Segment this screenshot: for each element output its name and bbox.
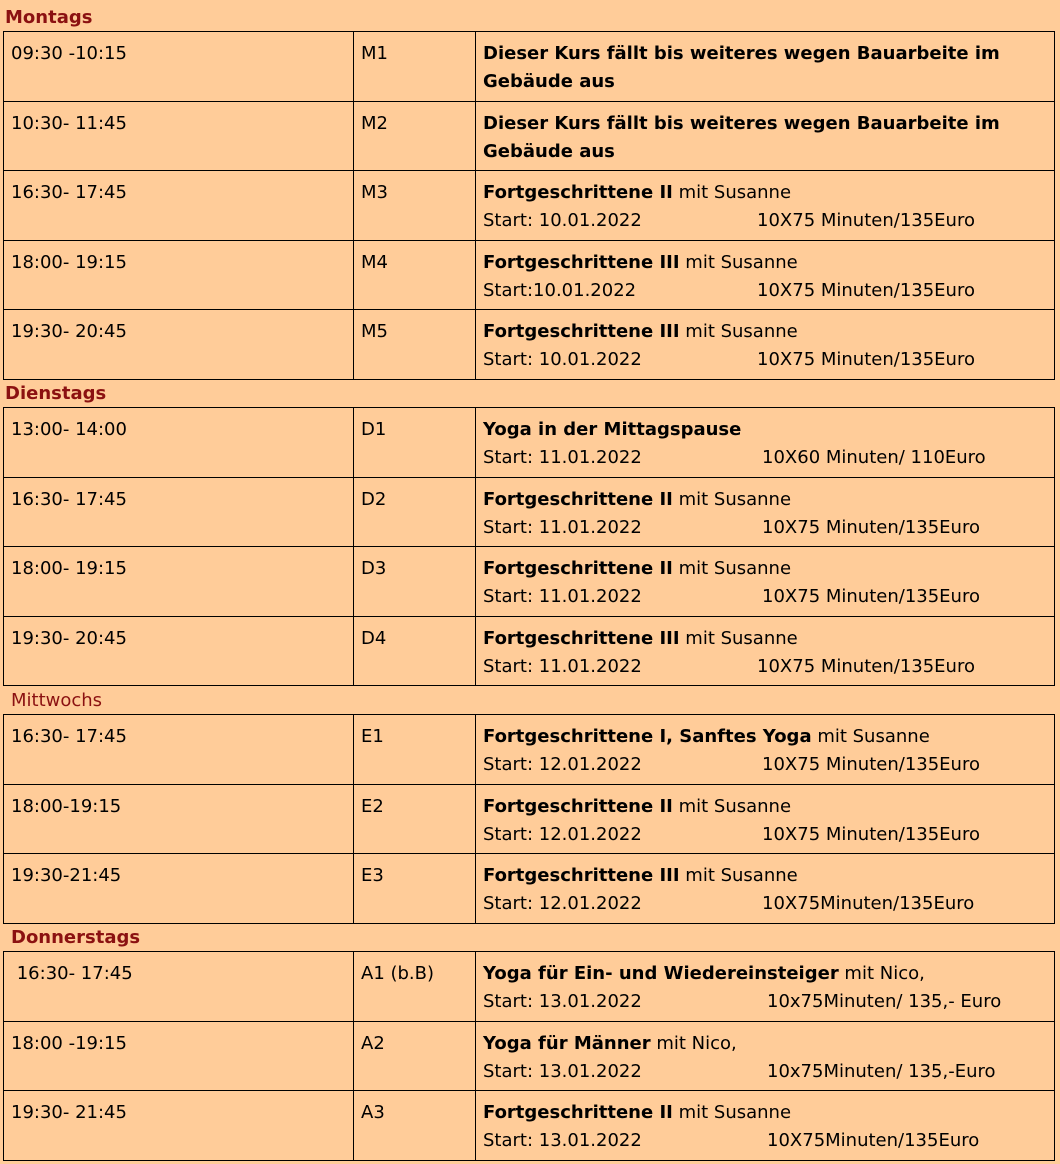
course-duration-price: 10X75 Minuten/135Euro: [757, 279, 975, 301]
course-description-cell: [476, 101, 1055, 171]
table-row: [4, 616, 1055, 686]
table-row: [4, 477, 1055, 547]
table-row: [4, 1091, 1055, 1161]
course-title: Fortgeschrittene III: [483, 251, 680, 273]
course-code-cell: A3: [354, 1091, 476, 1161]
course-duration-price: 10X75 Minuten/135Euro: [757, 349, 975, 370]
course-title: Fortgeschrittene II: [483, 488, 673, 510]
time-cell: 10:30- 11:45: [4, 101, 354, 171]
schedule-table-montags: [3, 31, 1055, 380]
course-duration-price: 10X75 Minuten/135Euro: [757, 655, 975, 677]
course-title: Yoga für Männer: [483, 1032, 651, 1054]
course-start-date: Start:10.01.2022: [483, 279, 637, 301]
course-duration-price: 10X75 Minuten/135Euro: [762, 516, 980, 538]
course-code-cell: E3: [354, 854, 476, 924]
course-description-cell: [476, 310, 1055, 380]
course-instructor: mit Susanne: [679, 627, 798, 649]
table-row: [4, 1021, 1055, 1091]
table-row: [4, 854, 1055, 924]
course-start-date: Start: 12.01.2022: [483, 754, 642, 775]
course-duration-price: 10X75 Minuten/135Euro: [762, 586, 980, 607]
course-code-cell: M1: [354, 32, 476, 102]
course-description-cell: [476, 1021, 1055, 1091]
course-duration-price: 10X60 Minuten/ 110Euro: [762, 447, 986, 468]
course-start-date: Start: 13.01.2022: [483, 991, 642, 1012]
course-title: Fortgeschrittene III: [483, 321, 680, 342]
course-description-cell: [476, 408, 1055, 478]
course-code-cell: E2: [354, 784, 476, 854]
course-instructor: mit Susanne: [679, 321, 798, 342]
course-description-cell: [476, 1091, 1055, 1161]
course-code-cell: E1: [354, 715, 476, 785]
course-start-date: Start: 13.01.2022: [483, 1130, 642, 1151]
course-code-cell: D2: [354, 477, 476, 547]
table-row: [4, 310, 1055, 380]
course-title: Fortgeschrittene I, Sanftes Yoga: [483, 726, 812, 747]
course-description-cell: [476, 171, 1055, 241]
course-title: Fortgeschrittene III: [483, 865, 680, 886]
course-duration-price: 10X75 Minuten/135Euro: [757, 210, 975, 231]
course-code-cell: D4: [354, 616, 476, 686]
course-instructor: mit Susanne: [672, 182, 792, 203]
table-row: [4, 240, 1055, 310]
time-cell: 18:00- 19:15: [4, 547, 354, 617]
course-code-cell: D1: [354, 408, 476, 478]
course-title: Fortgeschrittene II: [483, 795, 673, 817]
table-row: [4, 32, 1055, 102]
course-description-cell: [476, 32, 1055, 102]
day-heading-montags: Montags: [5, 7, 93, 28]
course-duration-price: 10x75Minuten/ 135,- Euro: [767, 991, 1002, 1012]
course-duration-price: 10X75Minuten/135Euro: [762, 893, 975, 914]
day-heading-mittwochs: Mittwochs: [11, 690, 103, 711]
course-instructor: mit Nico,: [838, 963, 925, 984]
course-start-date: Start: 10.01.2022: [483, 349, 642, 370]
course-duration-price: 10X75 Minuten/135Euro: [762, 754, 980, 775]
schedule-table-mittwochs: [3, 714, 1055, 924]
time-cell: 18:00- 19:15: [4, 240, 354, 310]
course-code-cell: M3: [354, 171, 476, 241]
course-instructor: mit Susanne: [679, 865, 798, 886]
table-row: [4, 547, 1055, 617]
table-row: [4, 408, 1055, 478]
course-instructor: mit Susanne: [672, 558, 792, 579]
time-cell: 13:00- 14:00: [4, 408, 354, 478]
course-start-date: Start: 11.01.2022: [483, 586, 642, 607]
course-instructor: mit Susanne: [672, 488, 792, 510]
time-cell: 16:30- 17:45: [4, 477, 354, 547]
course-title: Fortgeschrittene II: [483, 182, 673, 203]
course-code-cell: A1 (b.B): [354, 952, 476, 1022]
course-code-cell: M4: [354, 240, 476, 310]
course-title: Fortgeschrittene II: [483, 1102, 673, 1123]
schedule-table-dienstags: [3, 407, 1055, 686]
course-description-cell: [476, 240, 1055, 310]
course-instructor: mit Susanne: [679, 251, 798, 273]
course-description-cell: [476, 616, 1055, 686]
time-cell: 19:30- 21:45: [4, 1091, 354, 1161]
course-title: Yoga für Ein- und Wiedereinsteiger: [483, 963, 839, 984]
course-description-cell: [476, 715, 1055, 785]
course-title: Fortgeschrittene III: [483, 627, 680, 649]
table-row: [4, 101, 1055, 171]
table-row: [4, 715, 1055, 785]
course-start-date: Start: 13.01.2022: [483, 1060, 642, 1082]
time-cell: 16:30- 17:45: [4, 715, 354, 785]
course-start-date: Start: 11.01.2022: [483, 655, 642, 677]
time-cell: 19:30-21:45: [4, 854, 354, 924]
course-start-date: Start: 11.01.2022: [483, 516, 642, 538]
course-instructor: mit Nico,: [650, 1032, 737, 1054]
course-code-cell: M5: [354, 310, 476, 380]
course-title: Yoga in der Mittagspause: [483, 419, 742, 440]
course-cancel-notice: Dieser Kurs fällt bis weiteres wegen Bauarbeite im Gebäude aus: [483, 112, 1000, 162]
course-start-date: Start: 10.01.2022: [483, 210, 642, 231]
course-instructor: mit Susanne: [811, 726, 930, 747]
course-cancel-notice: Dieser Kurs fällt bis weiteres wegen Bauarbeite im Gebäude aus: [483, 43, 1000, 92]
day-heading-donnerstags: Donnerstags: [11, 927, 141, 948]
course-start-date: Start: 12.01.2022: [483, 893, 642, 914]
course-duration-price: 10X75Minuten/135Euro: [767, 1130, 980, 1151]
course-description-cell: [476, 952, 1055, 1022]
course-start-date: Start: 11.01.2022: [483, 447, 642, 468]
course-start-date: Start: 12.01.2022: [483, 823, 642, 845]
course-description-cell: [476, 477, 1055, 547]
time-cell: 18:00 -19:15: [4, 1021, 354, 1091]
course-code-cell: D3: [354, 547, 476, 617]
table-row: [4, 171, 1055, 241]
time-cell: 18:00-19:15: [4, 784, 354, 854]
course-instructor: mit Susanne: [672, 1102, 792, 1123]
course-duration-price: 10X75 Minuten/135Euro: [762, 823, 980, 845]
time-cell: 16:30- 17:45: [4, 171, 354, 241]
course-duration-price: 10x75Minuten/ 135,-Euro: [767, 1060, 996, 1082]
time-cell: 19:30- 20:45: [4, 616, 354, 686]
time-cell: 09:30 -10:15: [4, 32, 354, 102]
course-description-cell: [476, 854, 1055, 924]
schedule-table-donnerstags: [3, 951, 1055, 1161]
course-code-cell: M2: [354, 101, 476, 171]
time-cell: 16:30- 17:45: [4, 952, 354, 1022]
day-heading-dienstags: Dienstags: [5, 383, 107, 404]
course-instructor: mit Susanne: [672, 795, 792, 817]
table-row: [4, 952, 1055, 1022]
course-description-cell: [476, 547, 1055, 617]
time-cell: 19:30- 20:45: [4, 310, 354, 380]
course-title: Fortgeschrittene II: [483, 558, 673, 579]
course-code-cell: A2: [354, 1021, 476, 1091]
table-row: [4, 784, 1055, 854]
course-description-cell: [476, 784, 1055, 854]
